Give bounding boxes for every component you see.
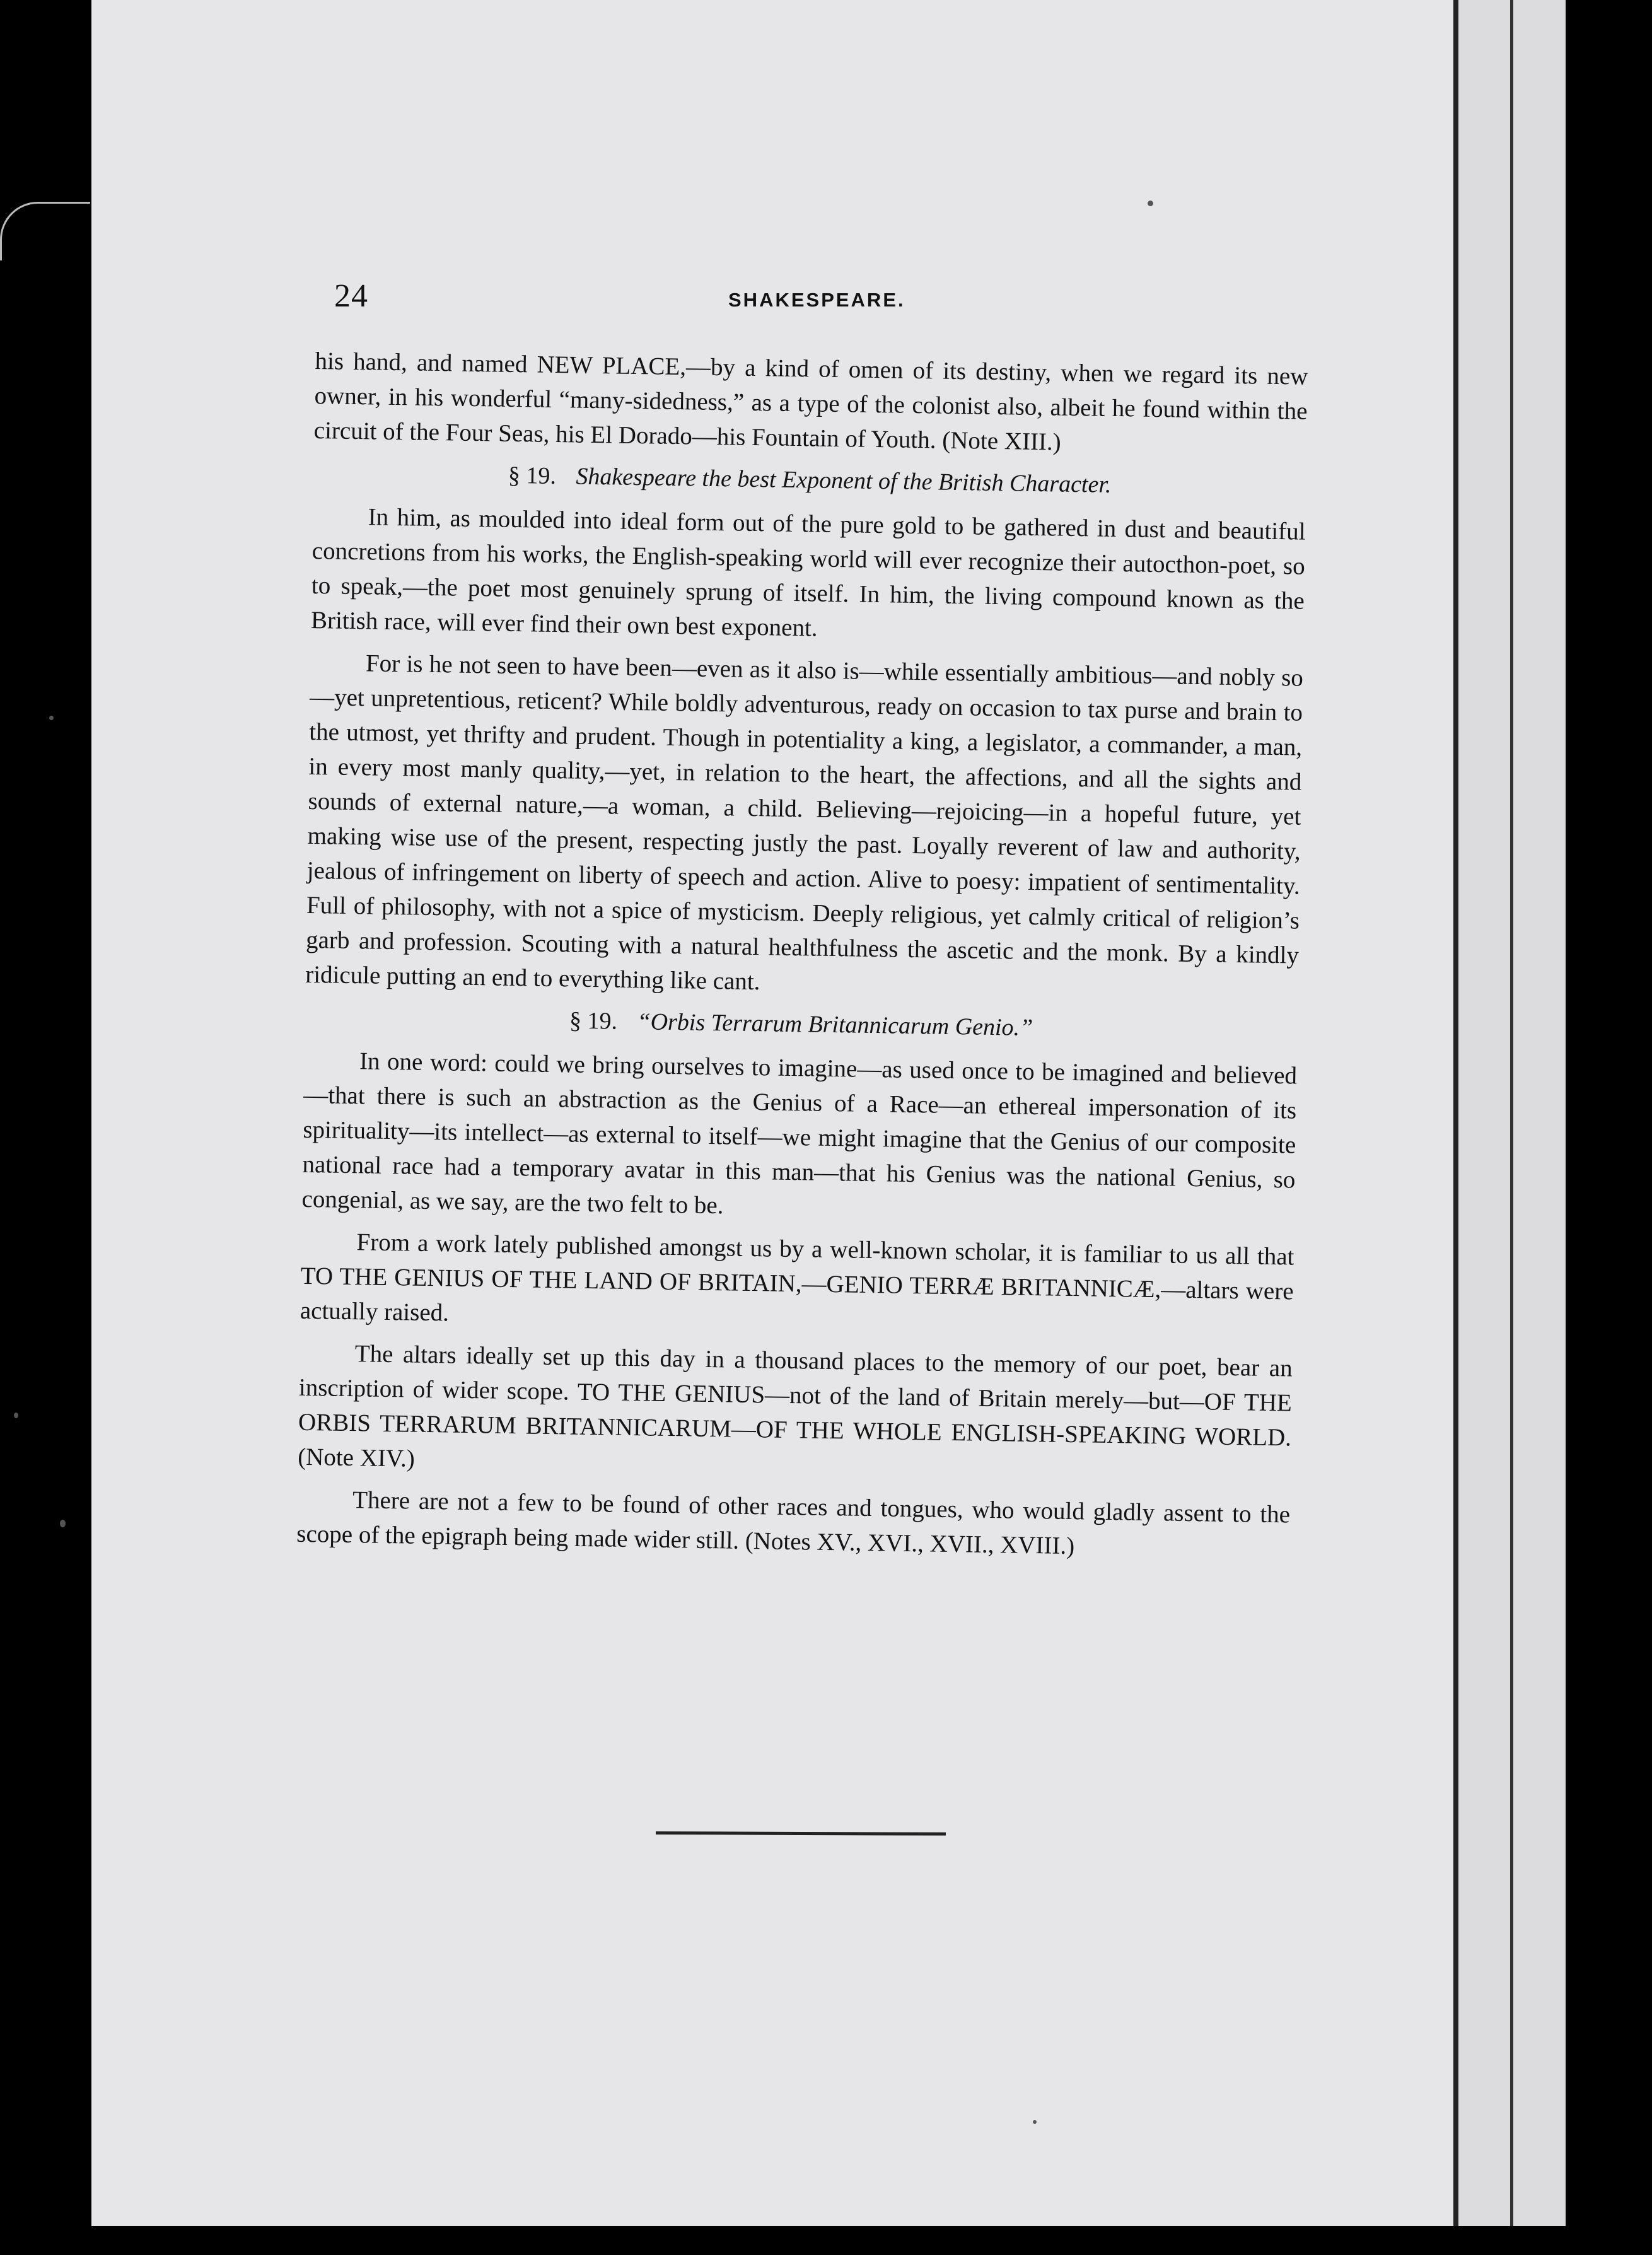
running-head — [334, 277, 1318, 322]
paragraph-inscription: The altars ideally set up this day in a thousand places to the memory of our poet, bear an inscription of wider scope. TO THE GENIUS—not of the land of Britain merely—but—OF THE ORBIS TERRARUM BRITANNICARUM—OF THE WHOLE ENGLISH-SPEAKING WORLD. (Note XIV.) — [297, 1340, 1293, 1472]
scan-speck — [14, 1413, 18, 1418]
section-title: “Orbis Terrarum Britannicarum Genio.” — [637, 1008, 1033, 1042]
paragraph-qualities: For is he not seen to have been—even as it also is—while essentially ambitious—and nobly so—yet unpretentious, reticent? While boldly adventurous, ready on occasion to tax purse and brain to the utmost, yet thrifty and prudent. Though in potentiality a king, a legislator, a commander, a man, in every most manly quality,—yet, in relation to the heart, the affections, and all the sights and sounds of external nature,—a woman, a child. Believing—rejoicing—in a hopeful future, yet making wise use of the present, respecting justly the past. Loyally reverent of law and authority, jealous of infringement on liberty of speech and action. Alive to poesy: impatient of sentimentality. Full of philosophy, with not a spice of mysticism. Deeply religious, yet calmly critical of religion’s garb and profession. Scouting with a natural healthfulness the ascetic and the monk. By a kindly ridicule putting an end to everything like cant. — [305, 650, 1304, 996]
next-page-edge-line — [1510, 0, 1513, 2226]
paragraph-epigraph: There are not a few to be found of other races and tongues, who would gladly assent to the scope of the epigraph being made wider still. (Notes XV., XVI., XVII., XVIII.) — [296, 1486, 1291, 1560]
scan-speck — [1033, 2120, 1037, 2124]
scan-speck — [1148, 201, 1153, 206]
running-title: SHAKESPEARE. — [728, 289, 905, 311]
paragraph-altars-raised: From a work lately published amongst us by a well-known scholar, it is familiar to us all that TO THE GENIUS OF THE LAND OF BRITAIN,—GENIO TERRÆ BRITANNICÆ,—altars were actually raised. — [300, 1228, 1294, 1327]
section-heading-british-character — [313, 455, 1306, 506]
scan-artifact-curve — [0, 202, 90, 260]
scan-speck — [49, 716, 54, 720]
page-body — [296, 344, 1308, 1575]
page-fold-line — [1453, 0, 1458, 2226]
paragraph-continuation: his hand, and named NEW PLACE,—by a kind of omen of its destiny, when we regard its new owner, in his wonderful “many-sidedness,” as a type of the colonist also, albeit he found within the circuit of the Four Seas, his El Dorado—his Fountain of Youth. (Note XIII.) — [313, 347, 1308, 456]
section-mark: § 19. — [569, 1007, 618, 1035]
paragraph-genius: In one word: could we bring ourselves to imagine—as used once to be imagined and believed—that there is such an abstraction as the Genius of a Race—an ethereal impersonation of its spirituality—its intellect—as external to itself—we might imagine that the Genius of our composite national race had a temporary avatar in this man—that his Genius was the national Genius, so congenial, as we say, are the two felt to be. — [301, 1047, 1298, 1220]
section-title: Shakespeare the best Exponent of the British Character. — [576, 463, 1112, 498]
section-mark: § 19. — [508, 462, 557, 490]
paragraph-exponent: In him, as moulded into ideal form out of the pure gold to be gathered in dust and beautiful concretions from his works, the English-speaking world will ever recognize their autocthon-poet, so to speak,—the poet most genuinely sprung of itself. In him, the living compound known as the British race, will ever find their own best exponent. — [310, 503, 1306, 642]
section-heading-orbis-terrarum — [305, 999, 1298, 1050]
scan-speck — [60, 1520, 66, 1527]
page-number: 24 — [334, 278, 368, 314]
